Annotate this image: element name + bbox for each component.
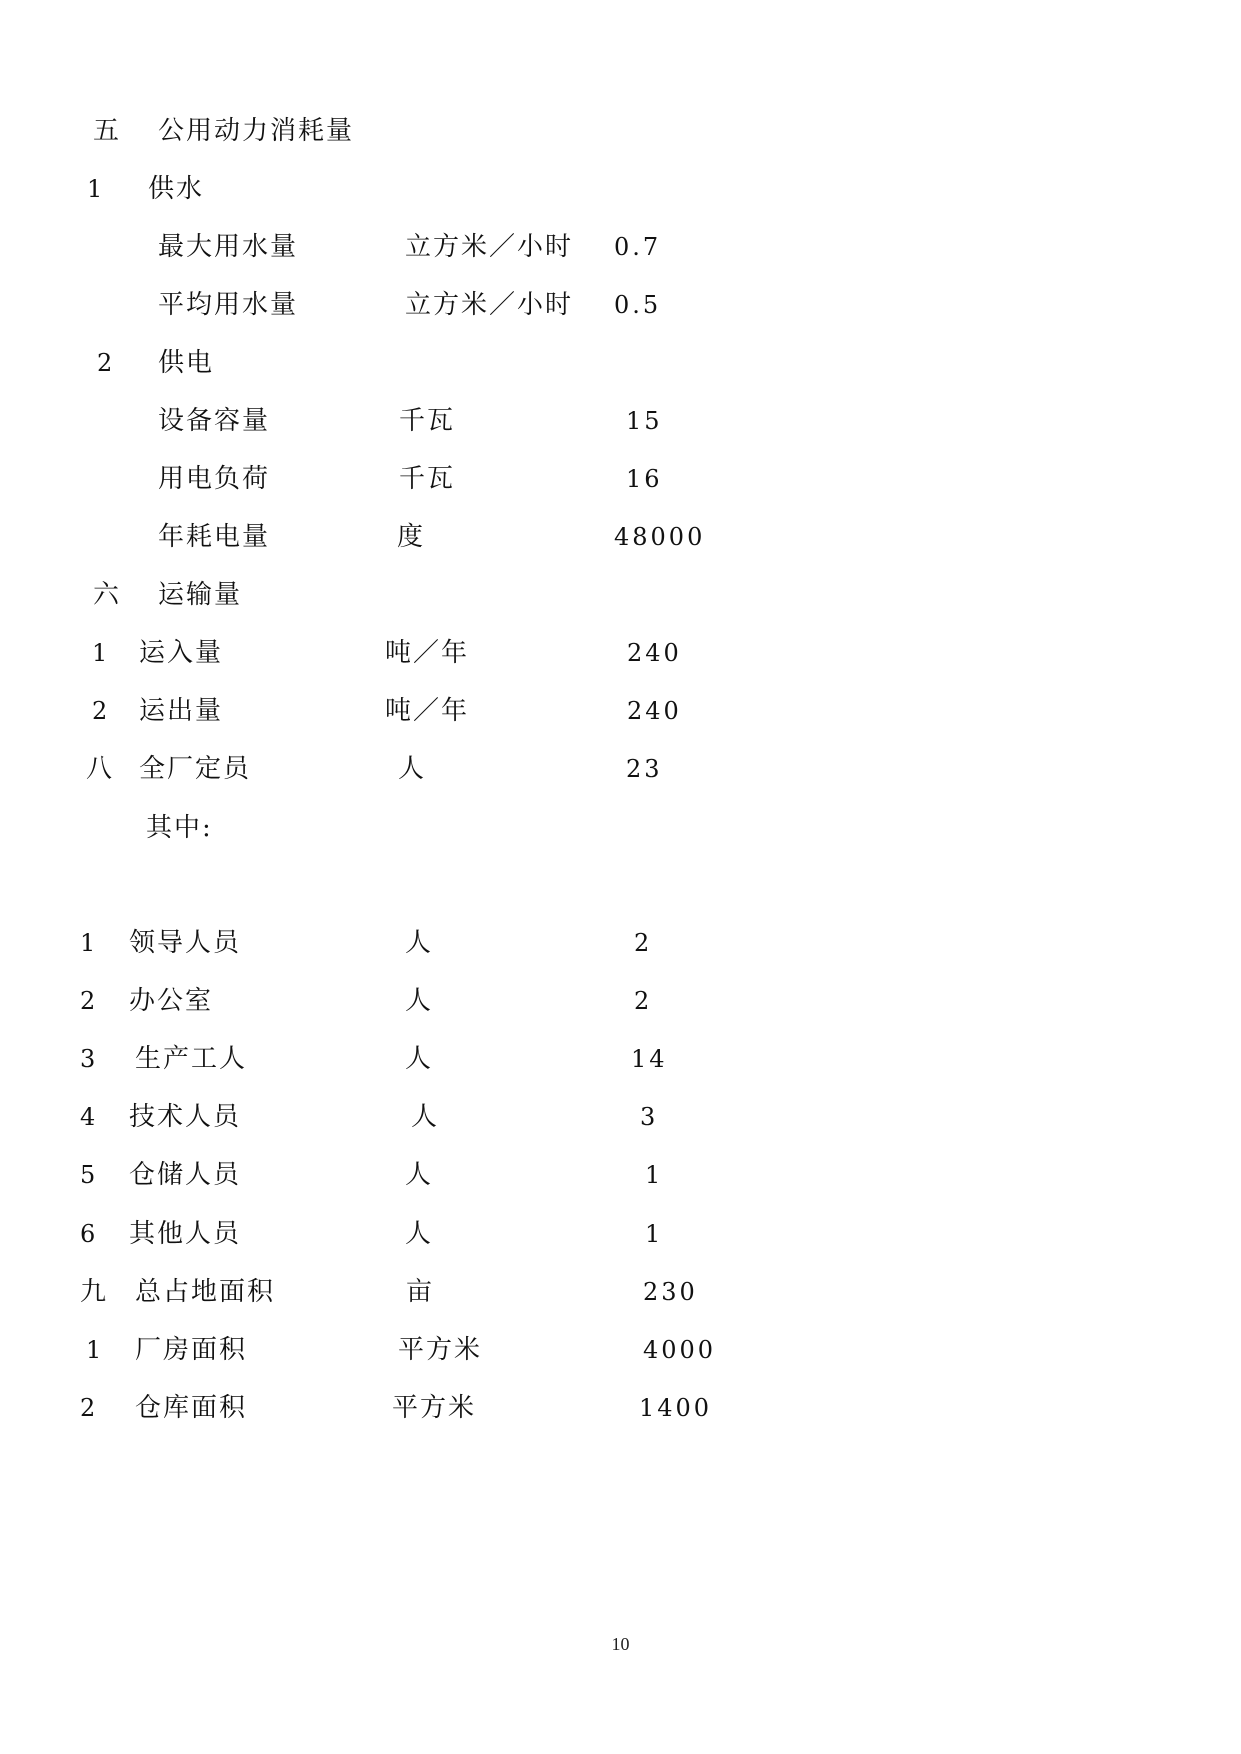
row-label: 其他人员 [129,1219,242,1249]
section-index: 八 [86,754,115,784]
row-value: 0.7 [614,233,662,261]
row-label: 平均用水量 [158,290,299,320]
row-label: 技术人员 [129,1102,242,1132]
row-transport-in [0,633,1241,673]
row-area-plant [0,1330,1241,1370]
list-item [0,1097,1241,1137]
row-value: 14 [631,1045,668,1073]
row-power-capacity [0,401,1241,441]
row-label: 总占地面积 [135,1277,276,1307]
row-label: 仓储人员 [129,1160,242,1190]
row-power-annual [0,517,1241,557]
section-heading-9 [0,1272,1241,1312]
row-index: 2 [80,1394,99,1422]
row-unit: 亩 [406,1277,435,1307]
row-unit: 千瓦 [399,464,456,494]
section-index: 六 [93,580,122,610]
row-unit: 千瓦 [399,406,456,436]
list-item [0,981,1241,1021]
row-label: 最大用水量 [158,232,299,262]
row-label: 仓库面积 [135,1393,248,1423]
list-item [0,1039,1241,1079]
subsection-title: 供电 [158,348,215,378]
row-label: 办公室 [129,986,214,1016]
row-transport-out [0,691,1241,731]
row-power-load [0,459,1241,499]
section-heading-6 [0,575,1241,615]
row-unit: 人 [405,1160,434,1190]
row-area-warehouse [0,1388,1241,1428]
subsection-heading-power [0,343,1241,383]
row-unit: 立方米／小时 [405,290,574,320]
row-unit: 人 [405,1219,434,1249]
section-title: 运输量 [158,580,243,610]
row-value: 4000 [643,1336,717,1364]
row-value: 1 [645,1161,664,1189]
row-value: 2 [634,987,653,1015]
row-value: 23 [626,755,663,783]
row-water-max [0,227,1241,267]
row-value: 2 [634,929,653,957]
row-label: 厂房面积 [135,1335,248,1365]
subheading-of-which [0,808,1241,848]
row-index: 1 [86,1336,105,1364]
row-unit: 平方米 [398,1335,483,1365]
row-unit: 人 [411,1102,440,1132]
list-item [0,1214,1241,1254]
row-value: 240 [627,697,682,725]
row-unit: 人 [405,928,434,958]
list-item [0,1155,1241,1195]
row-value: 16 [626,465,663,493]
row-label: 领导人员 [129,928,242,958]
row-label: 运入量 [139,638,224,668]
row-index: 2 [80,987,99,1015]
row-index: 4 [80,1103,99,1131]
row-label: 设备容量 [158,406,271,436]
row-label: 生产工人 [135,1044,248,1074]
row-index: 6 [80,1220,99,1248]
row-index: 1 [80,929,99,957]
row-unit: 平方米 [392,1393,477,1423]
subsection-index: 2 [97,349,116,377]
row-unit: 人 [405,1044,434,1074]
section-heading-8 [0,749,1241,789]
row-value: 1400 [639,1394,713,1422]
row-value: 48000 [614,523,706,551]
row-index: 3 [80,1045,99,1073]
row-index: 2 [92,697,111,725]
row-label: 用电负荷 [158,464,271,494]
list-item [0,923,1241,963]
row-water-avg [0,285,1241,325]
row-value: 0.5 [614,291,662,319]
row-value: 230 [643,1278,698,1306]
section-title: 公用动力消耗量 [158,116,355,146]
subsection-index: 1 [87,175,106,203]
section-index: 五 [93,116,122,146]
row-label: 年耗电量 [158,522,271,552]
row-index: 1 [92,639,111,667]
section-index: 九 [80,1277,109,1307]
row-value: 1 [645,1220,664,1248]
subsection-title: 供水 [148,174,205,204]
row-unit: 人 [405,986,434,1016]
row-unit: 吨／年 [385,696,470,726]
row-unit: 立方米／小时 [405,232,574,262]
section-heading-5 [0,111,1241,151]
row-value: 240 [627,639,682,667]
row-label: 全厂定员 [139,754,252,784]
row-value: 3 [640,1103,659,1131]
page-number: 10 [611,1634,630,1654]
subheading-label: 其中: [146,813,213,843]
row-label: 运出量 [139,696,224,726]
subsection-heading-water [0,169,1241,209]
row-unit: 吨／年 [385,638,470,668]
row-unit: 人 [398,754,427,784]
row-unit: 度 [397,522,426,552]
row-index: 5 [80,1161,99,1189]
row-value: 15 [626,407,663,435]
